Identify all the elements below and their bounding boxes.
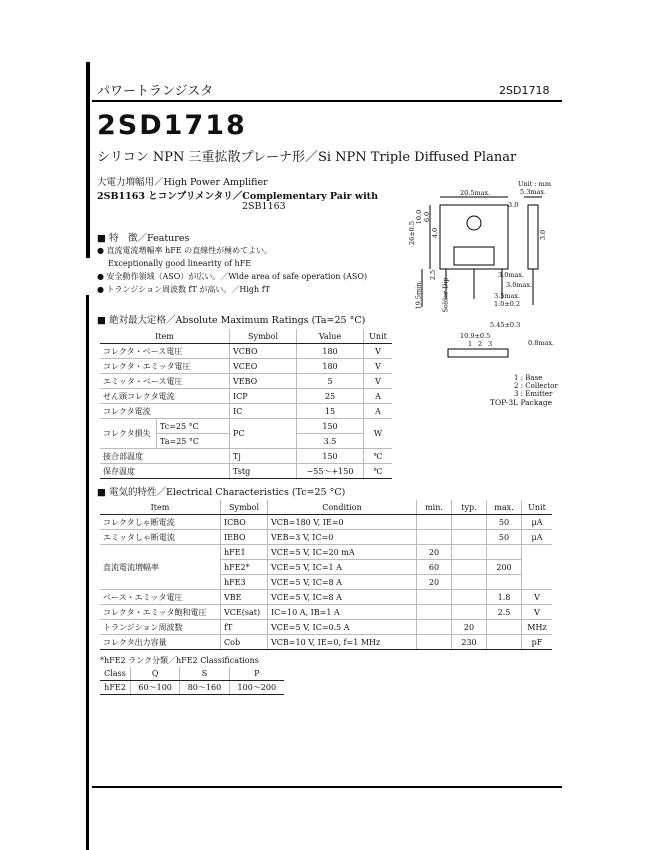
- dim-label: 26±0.5: [408, 220, 417, 246]
- elec-heading: ■ 電気的特性／Electrical Characteristics (Tc=25 °C): [97, 487, 346, 498]
- cell-min: [417, 605, 452, 620]
- table-row: [100, 605, 552, 620]
- cell-value: 180: [297, 359, 364, 374]
- cell-item: トランジション周波数: [100, 620, 221, 635]
- cell-condition: VCB=10 V, IE=0, f=1 MHz: [268, 635, 417, 650]
- unit-label: Unit : mm: [518, 180, 552, 188]
- cell-symbol: ICBO: [221, 515, 268, 530]
- cell-item: コレクタ損失: [100, 419, 157, 449]
- table-row: [100, 449, 392, 464]
- cell-min: [417, 530, 452, 545]
- col-p: P: [229, 667, 284, 681]
- cell-item: コレクタ・エミッタ電圧: [100, 359, 230, 374]
- dim-label: 2.5: [429, 269, 438, 281]
- pin-label: 2 : Collector: [514, 382, 558, 390]
- cell-value: 180: [297, 344, 364, 359]
- cell-s: 80～160: [180, 681, 229, 695]
- cell-typ: 230: [452, 635, 487, 650]
- cell-min: 60: [417, 560, 452, 575]
- cell-symbol: Tj: [230, 449, 297, 464]
- dim-label: 20.5max.: [460, 189, 491, 197]
- cell-item: せん頭コレクタ電流: [100, 389, 230, 404]
- cell-condition: VCB=180 V, IE=0: [268, 515, 417, 530]
- table-header-row: [100, 500, 552, 515]
- cell-typ: [452, 530, 487, 545]
- cell-unit: V: [364, 359, 392, 374]
- dim-label: 3.5max.: [494, 292, 521, 300]
- col-condition: Condition: [268, 500, 417, 515]
- cell-unit: ℃: [364, 449, 392, 464]
- col-value: Value: [297, 329, 364, 344]
- col-s: S: [180, 667, 229, 681]
- table-row: [100, 515, 552, 530]
- cell-min: [417, 635, 452, 650]
- col-item: Item: [100, 329, 230, 344]
- pin-number: 1: [468, 340, 473, 348]
- table-row: [100, 359, 392, 374]
- cell-condition: VCE=5 V, IC=1 A: [268, 560, 417, 575]
- col-typ: typ.: [452, 500, 487, 515]
- cell-q: 60～100: [131, 681, 180, 695]
- dim-label: 3.0max.: [506, 281, 533, 289]
- table-row: [100, 464, 392, 479]
- cell-condition: Tc=25 °C: [157, 419, 230, 434]
- cell-item: エミッタしゃ断電流: [100, 530, 221, 545]
- abs-max-heading: ■ 絶対最大定格／Absolute Maximum Ratings (Ta=25 °C): [97, 315, 366, 326]
- cell-unit: V: [522, 605, 553, 620]
- feature-item: ● 安全動作領域（ASO）が広い。／Wide area of safe operation (ASO): [97, 272, 368, 281]
- feature-item: ● 直流電流増幅率 hFE の直線性が極めてよい。: [97, 246, 273, 255]
- cell-item: コレクタ・エミッタ飽和電圧: [100, 605, 221, 620]
- cell-symbol: IC: [230, 404, 297, 419]
- col-min: min.: [417, 500, 452, 515]
- features-heading: ■ 特 徴／Features: [97, 233, 190, 244]
- pin-number: 2: [478, 340, 483, 348]
- cell-min: 20: [417, 575, 452, 590]
- cell-condition: VCE=5 V, IC=8 A: [268, 575, 417, 590]
- dim-label: 4.0: [431, 227, 440, 239]
- dim-label: 5.45±0.3: [490, 321, 521, 329]
- cell-min: [417, 590, 452, 605]
- cell-unit: μA: [522, 530, 553, 545]
- part-number-big: 2SD1718: [97, 110, 247, 141]
- cell-condition: VCE=5 V, IC=0.5 A: [268, 620, 417, 635]
- cell-typ: [452, 590, 487, 605]
- feature-item: ● トランジション周波数 fT が高い。／High fT: [97, 285, 270, 294]
- cell-item: 保存温度: [100, 464, 230, 479]
- margin-bar-bottom: [86, 295, 89, 850]
- cell-symbol: VBE: [221, 590, 268, 605]
- col-q: Q: [131, 667, 180, 681]
- cell-value: 25: [297, 389, 364, 404]
- cell-condition: VCE=5 V, IC=8 A: [268, 590, 417, 605]
- cell-symbol: IEBO: [221, 530, 268, 545]
- cell-unit: μA: [522, 515, 553, 530]
- cell-unit: MHz: [522, 620, 553, 635]
- dim-label: 3.0: [539, 229, 548, 241]
- cell-item: コレクタ出力容量: [100, 635, 221, 650]
- table-row: [100, 404, 392, 419]
- cell-symbol: Cob: [221, 635, 268, 650]
- col-unit: Unit: [364, 329, 392, 344]
- elec-table: [100, 500, 552, 650]
- cell-typ: [452, 515, 487, 530]
- cell-max: [487, 635, 522, 650]
- part-number-small: 2SD1718: [499, 84, 550, 97]
- cell-value: 150: [297, 419, 364, 434]
- table-row: [100, 635, 552, 650]
- cell-symbol: VCBO: [230, 344, 297, 359]
- cell-condition: VCE=5 V, IC=20 mA: [268, 545, 417, 560]
- table-row: [100, 620, 552, 635]
- bottom-view: [448, 349, 508, 357]
- col-symbol: Symbol: [230, 329, 297, 344]
- cell-unit: A: [364, 389, 392, 404]
- cell-typ: [452, 560, 487, 575]
- cell-symbol: hFE3: [221, 575, 268, 590]
- category-title: パワートランジスタ: [97, 84, 214, 99]
- cell-symbol: VCEO: [230, 359, 297, 374]
- cell-max: 50: [487, 530, 522, 545]
- cell-condition: VEB=3 V, IC=0: [268, 530, 417, 545]
- cell-symbol: Tstg: [230, 464, 297, 479]
- col-class: Class: [100, 667, 131, 681]
- cell-p: 100～200: [229, 681, 284, 695]
- cell-unit: A: [364, 404, 392, 419]
- package-body: [440, 205, 508, 269]
- dim-label: Solder Dip: [441, 277, 450, 313]
- table-row: [100, 389, 392, 404]
- table-row: [100, 545, 552, 560]
- application-line-3: 2SB1163: [242, 201, 286, 212]
- cell-item: 接合部温度: [100, 449, 230, 464]
- cell-condition: IC=10 A, IB=1 A: [268, 605, 417, 620]
- cell-max: 1.8: [487, 590, 522, 605]
- cell-unit: [522, 545, 553, 590]
- classification-table: [100, 667, 284, 695]
- cell-value: 3.5: [297, 434, 364, 449]
- col-unit: Unit: [522, 500, 553, 515]
- table-row: [100, 419, 392, 434]
- dim-label: 10.9±0.5: [460, 332, 491, 340]
- mounting-hole: [467, 216, 481, 230]
- cell-symbol: VEBO: [230, 374, 297, 389]
- application-line-2: 2SB1163 とコンプリメンタリ／Complementary Pair with: [97, 191, 378, 202]
- pin-number: 3: [488, 340, 493, 348]
- table-header-row: [100, 329, 392, 344]
- cell-typ: 20: [452, 620, 487, 635]
- table-row: [100, 590, 552, 605]
- subtitle: シリコン NPN 三重拡散プレーナ形／Si NPN Triple Diffused Planar: [97, 150, 517, 165]
- dim-label: 3.0: [508, 201, 519, 209]
- cell-symbol: fT: [221, 620, 268, 635]
- cell-symbol: ICP: [230, 389, 297, 404]
- cell-unit: V: [364, 374, 392, 389]
- table-header-row: [100, 667, 284, 681]
- cell-min: [417, 620, 452, 635]
- cell-symbol: PC: [230, 419, 297, 449]
- cell-typ: [452, 605, 487, 620]
- cell-min: 20: [417, 545, 452, 560]
- cell-value: 150: [297, 449, 364, 464]
- cell-min: [417, 515, 452, 530]
- cell-unit: pF: [522, 635, 553, 650]
- package-face: [454, 247, 494, 265]
- cell-item: コレクタしゃ断電流: [100, 515, 221, 530]
- col-max: max.: [487, 500, 522, 515]
- table-row: [100, 530, 552, 545]
- cell-condition: Ta=25 °C: [157, 434, 230, 449]
- classification-heading: *hFE2 ランク分類／hFE2 Classifications: [100, 656, 259, 665]
- side-view-body: [528, 205, 538, 269]
- abs-max-table: [100, 329, 392, 479]
- cell-symbol: hFE1: [221, 545, 268, 560]
- table-row: [100, 344, 392, 359]
- cell-symbol: VCE(sat): [221, 605, 268, 620]
- application-line-1: 大電力増幅用／High Power Amplifier: [97, 177, 268, 188]
- col-item: Item: [100, 500, 221, 515]
- cell-unit: V: [522, 590, 553, 605]
- cell-item: 直流電流増幅率: [100, 545, 221, 590]
- header-rule: [92, 100, 562, 102]
- cell-item: コレクタ電流: [100, 404, 230, 419]
- cell-typ: [452, 575, 487, 590]
- cell-value: 5: [297, 374, 364, 389]
- cell-max: 50: [487, 515, 522, 530]
- dim-label: 6.0: [423, 211, 432, 223]
- cell-max: [487, 620, 522, 635]
- cell-typ: [452, 545, 487, 560]
- dim-label: 0.8max.: [528, 339, 555, 347]
- package-name: TOP-3L Package: [490, 398, 553, 407]
- pin-label: 3 : Emitter: [514, 390, 553, 398]
- dim-label: 5.3max.: [520, 188, 547, 196]
- dim-label: 3.0max.: [498, 271, 525, 279]
- cell-max: 2.5: [487, 605, 522, 620]
- cell-max: [487, 545, 522, 560]
- dim-label: 19.5min.: [414, 280, 423, 310]
- cell-item: エミッタ・ベース電圧: [100, 374, 230, 389]
- feature-item: Exceptionally good linearity of hFE: [108, 259, 252, 268]
- cell-unit: ℃: [364, 464, 392, 479]
- cell-max: [487, 575, 522, 590]
- cell-value: 15: [297, 404, 364, 419]
- dim-label: 1.0±0.2: [494, 300, 521, 308]
- cell-symbol: hFE2*: [221, 560, 268, 575]
- table-row: [100, 374, 392, 389]
- col-symbol: Symbol: [221, 500, 268, 515]
- pin-label: 1 : Base: [514, 374, 543, 382]
- cell-label: hFE2: [100, 681, 131, 695]
- footer-rule: [92, 786, 562, 788]
- cell-item: コレクタ・ベース電圧: [100, 344, 230, 359]
- cell-unit: V: [364, 344, 392, 359]
- cell-unit: W: [364, 419, 392, 449]
- cell-value: −55～+150: [297, 464, 364, 479]
- table-row: [100, 681, 284, 695]
- dim-label: 10.0: [415, 209, 424, 225]
- cell-item: ベース・エミッタ電圧: [100, 590, 221, 605]
- cell-max: 200: [487, 560, 522, 575]
- margin-bar-top: [86, 62, 90, 258]
- package-drawing: [402, 179, 560, 415]
